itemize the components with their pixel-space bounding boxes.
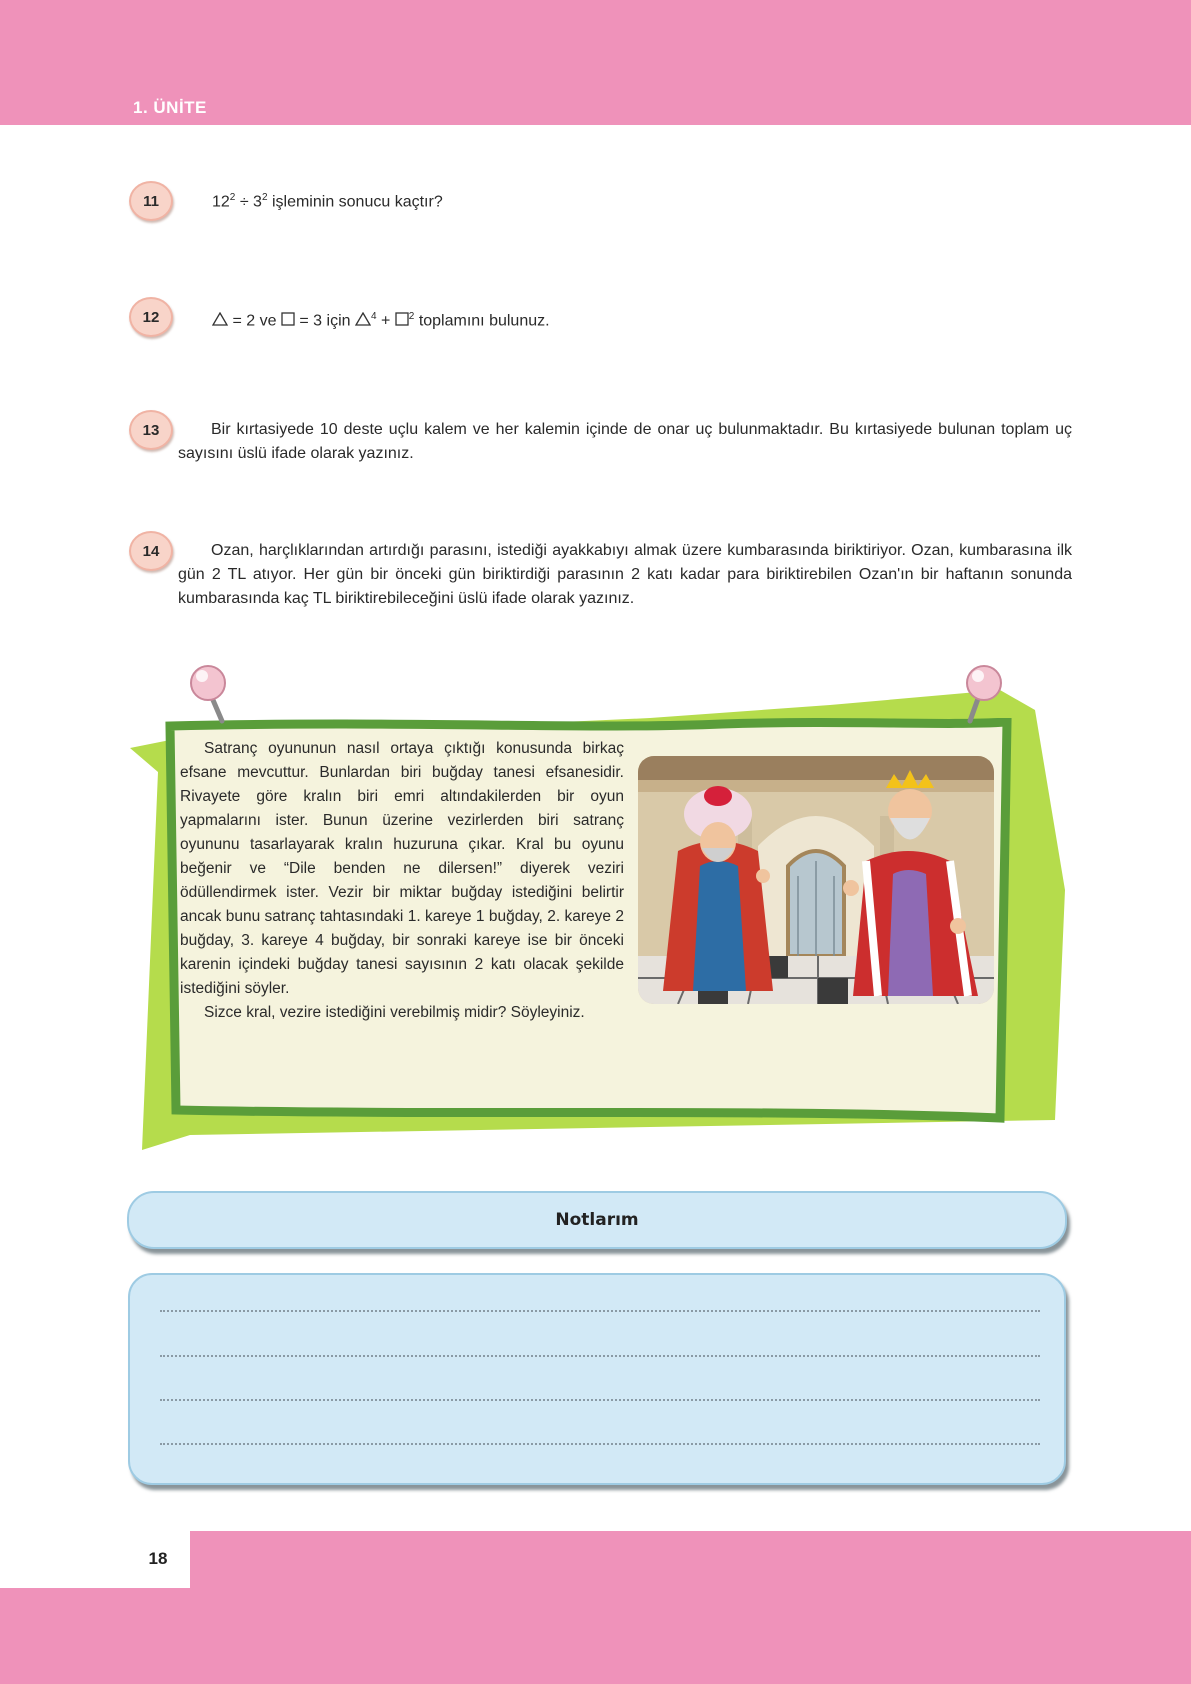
q12-part-a: = 2 ve [232, 312, 277, 330]
notes-line [160, 1443, 1040, 1445]
vizier-and-king-illustration [638, 756, 994, 1004]
q11-exp1: 2 [229, 192, 236, 203]
pushpin-icon [188, 663, 232, 725]
q11-base1: 12 [212, 193, 230, 211]
triangle-icon [355, 312, 371, 326]
notes-line [160, 1399, 1040, 1401]
unit-label: 1. ÜNİTE [133, 98, 207, 117]
story-paragraph: Sizce kral, vezire istediğini verebilmiş midir? Söyleyiniz. [204, 1004, 585, 1021]
question-number-badge: 13 [129, 410, 173, 450]
story-text [180, 737, 624, 1025]
notes-line [160, 1310, 1040, 1312]
triangle-icon [212, 312, 228, 326]
notes-line [160, 1355, 1040, 1357]
notes-box[interactable] [128, 1273, 1066, 1485]
notes-title: Notlarım [127, 1191, 1067, 1249]
question-12-text [212, 305, 550, 333]
story-paragraph: Satranç oyununun nasıl ortaya çıktığı konusunda birkaç efsane mevcuttur. Bunlardan biri buğday tanesi efsanesidir. Rivayete göre kralın biri emri altındakilerden bir oyun yapmalarını ister. Bunun üzerine vezirlerden biri satranç oyununu tasarlayarak kralın huzuruna çıkar. Kral bu oyunu beğenir ve “Dile benden ne dilersen!” diyerek veziri ödüllendirmek ister. Vezir bir miktar buğday istediğini belirtir ancak bunu satranç tahtasındaki 1. kareye 1 buğday, 2. kareye 2 buğday, 3. kareye 4 buğday, bir sonraki kareye ise bir önceki karenin içindeki buğday tanesi sayısının 2 katı olacak şekilde istediğini söyler. [180, 740, 624, 997]
question-number-badge: 11 [129, 181, 173, 221]
question-13-text: Bir kırtasiyede 10 deste uçlu kalem ve her kalemin içinde de onar uç bulunmaktadır. Bu kırtasiyede bulunan toplam uç sayısını üslü ifade olarak yazınız. [178, 421, 1072, 462]
page-number: 18 [132, 1533, 184, 1585]
square-icon [281, 312, 295, 326]
q11-base2: 3 [253, 193, 262, 211]
pushpin-icon [960, 663, 1004, 725]
square-icon [395, 312, 409, 326]
q12-plus: + [381, 312, 391, 330]
q11-rest: işleminin sonucu kaçtır? [271, 193, 443, 211]
question-11-text [212, 186, 443, 214]
q12-exp-tri: 4 [370, 311, 377, 322]
question-number-badge: 12 [129, 297, 173, 337]
q11-op: ÷ [239, 193, 249, 211]
q11-exp2: 2 [261, 192, 268, 203]
q12-part-c: toplamını bulunuz. [418, 312, 550, 330]
question-14-text: Ozan, harçlıklarından artırdığı parasını, istediği ayakkabıyı almak üzere kumbarasında biriktiriyor. Ozan, kumbarasına ilk gün 2 TL atıyor. Her gün bir önceki gün biriktirdiği parasının 2 katı kadar para biriktirebilen Ozan'ın bir haftanın sonunda kumbarasında kaç TL biriktirebileceğini üslü ifade olarak yazınız. [178, 542, 1072, 607]
q12-exp-sq: 2 [408, 311, 415, 322]
question-number-badge: 14 [129, 531, 173, 571]
q12-part-b: = 3 için [299, 312, 351, 330]
